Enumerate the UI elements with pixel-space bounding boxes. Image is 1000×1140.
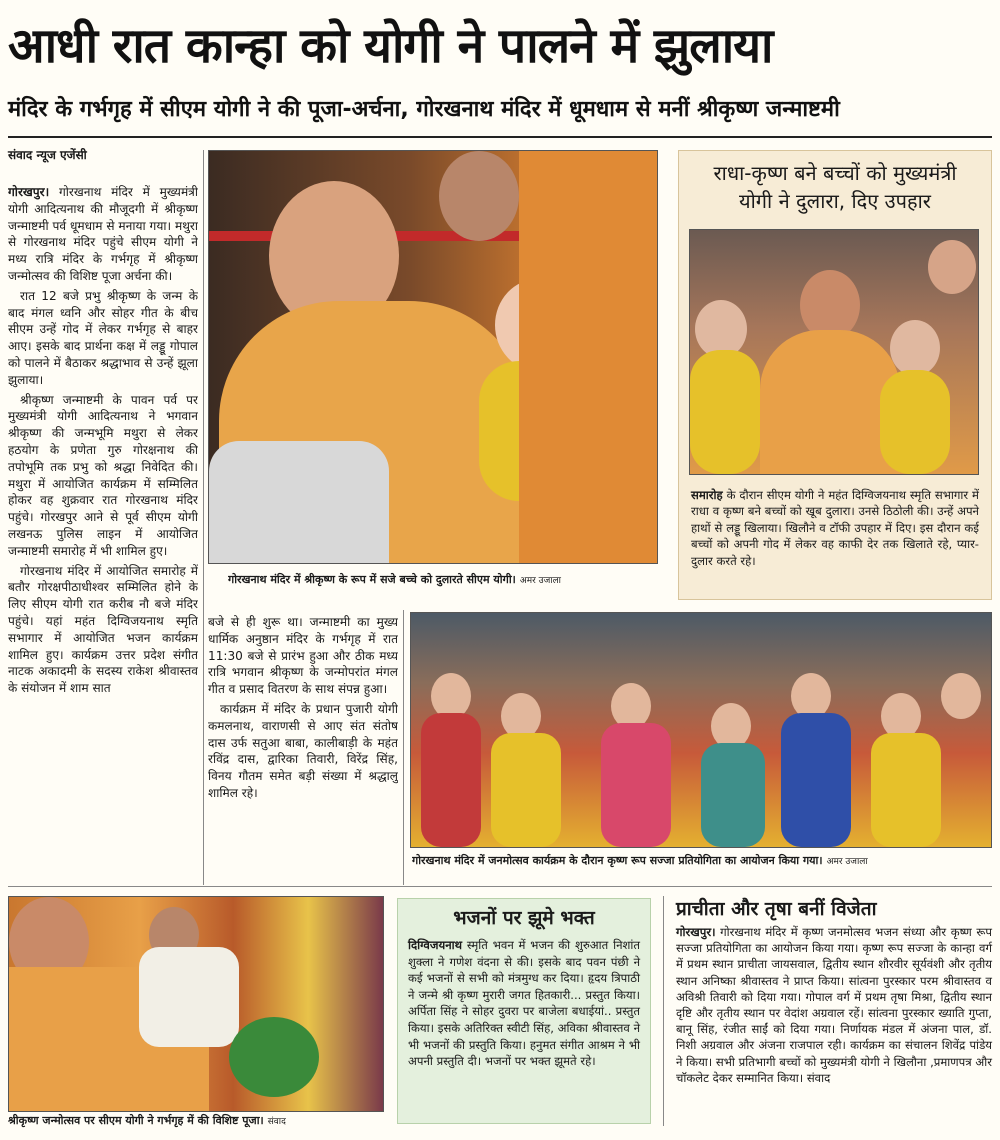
article-column-1 — [8, 184, 198, 884]
sidebox-radha-krishna — [678, 150, 992, 600]
col1-paragraph-1: गोरखनाथ मंदिर में मुख्यमंत्री योगी आदित्यनाथ की मौजूदगी में श्रीकृष्ण जन्माष्टमी पर्व धूमधाम से मनाया गया। मथुरा से गोरखनाथ मंदिर पहुंचे सीएम योगी ने मध्य रात्रि मंदिर के गर्भगृह में श्रीकृष्ण जन्मोत्सव की विशिष्ट पूजा अर्चना की। — [8, 185, 198, 283]
children-photo-caption: गोरखनाथ मंदिर में जनमोत्सव कार्यक्रम के दौरान कृष्ण रूप सज्जा प्रतियोगिता का आयोजन किया गया। अमर उजाला — [412, 854, 868, 867]
section-rule — [8, 886, 992, 887]
main-photo — [208, 150, 658, 564]
col2-paragraph-1: बजे से ही शुरू था। जन्माष्टमी का मुख्य धार्मिक अनुष्ठान मंदिर के गर्भगृह में रात 11:30 बजे से प्रारंभ हुआ और ठीक मध्य रात्रि भगवान श्रीकृष्ण के जन्मोपरांत मंगल गीत व प्रसाद वितरण के साथ संपन्न हुआ। — [208, 615, 398, 697]
column-divider-3 — [663, 896, 664, 1126]
col2-paragraph-2: कार्यक्रम में मंदिर के प्रधान पुजारी योगी कमलनाथ, वाराणसी से आए संत संतोष दास उर्फ सतुआ बाबा, कालीबाड़ी के महंत रविंद्र दास, द्वारिका तिवारी, विरेंद्र सिंह, विनय गौतम समेत बड़ी संख्या में श्रद्धालु शामिल रहे। — [208, 701, 398, 800]
subheadline: मंदिर के गर्भगृह में सीएम योगी ने की पूजा-अर्चना, गोरखनाथ मंदिर में धूमधाम से मनीं श्रीकृष्ण जन्माष्टमी — [8, 97, 840, 122]
byline: संवाद न्यूज एजेंसी — [8, 148, 87, 162]
article-column-2 — [208, 614, 398, 884]
header-rule — [8, 136, 992, 138]
sidebox-photo — [689, 229, 979, 475]
children-photo — [410, 612, 992, 848]
winners-text-block — [676, 924, 992, 1086]
winners-text: गोरखनाथ मंदिर में कृष्ण जनमोत्सव भजन संध्या और कृष्ण रूप सज्जा प्रतियोगिता का आयोजन किया गया। कृष्ण रूप सज्जा के कान्हा वर्ग में प्रथम स्थान प्राचीता जायसवाल, द्वितीय स्थान शौरवीर सूर्यवंशी और तृतीय स्थान अनिष्का श्रीवास्तव ने प्राप्त किया। सांत्वना पुरस्कार परम श्रीवास्तव व अविश्री तिवारी को दिया गया। गोपाल वर्ग में प्रथम तृषा मिश्रा, द्वितीय स्थान दृष्टि और तृतीय स्थान पर वेदांश अग्रवाल रहें। सांत्वना पुरस्कार ख्याति गुप्ता, बानू सिंह, रंजीत साईं को दिया गया। निर्णायक मंडल में अंजना पाल, डॉ. निशी अग्रवाल और अंजना राजपाल रही। कार्यक्रम का संचालन शिवेंद्र पांडेय ने किया। सभी प्रतिभागी बच्चों को मुख्यमंत्री योगी ने खिलौना ,प्रमाणपत्र और चॉकलेट देकर सम्मानित किया। — [676, 925, 992, 1085]
sidebox-text: के दौरान सीएम योगी ने महंत दिग्विजयनाथ स्मृति सभागार में राधा व कृष्ण बने बच्चों को खूब दुलारा। उनसे ठिठोली की। उन्हें अपने हाथों से लड्डू खिलाया। खिलौने व टॉफी उपहार में दिए। इस दौरान कई बच्चों को अपनी गोद में लेकर वह काफी देर तक खिलाते रहे, प्यार-दुलार करते रहे। — [691, 488, 979, 568]
bhajan-text-block — [408, 937, 640, 1070]
bhajan-text: स्मृति भवन में भजन की शुरुआत निशांत शुक्ला ने गणेश वंदना से की। इसके बाद पवन पंछी ने कई भजनों से सभी को मंत्रमुग्ध कर दिया। हृदय त्रिपाठी ने जन्मे श्री कृष्ण मुरारी जगत हितकारी... प्रस्तुत किया। अर्पिता सिंह ने सोहर दुवरा पर बाजेला बधाईयां.. प्रस्तुत किया। इसके अतिरिक्त स्वीटी सिंह, अविका श्रीवास्तव ने भी भजनों की प्रस्तुति किया। हनुमत संगीत आश्रम ने भी अपनी प्रस्तुति दी। भजनों पर भक्त झूमते रहे। — [408, 938, 641, 1069]
col1-paragraph-4: गोरखनाथ मंदिर में आयोजित समारोह में बतौर गोरक्षपीठाधीश्वर सम्मिलित होने के लिए सीएम योगी रात करीब नौ बजे मंदिर पहुंचे। यहां महंत दिग्विजयनाथ स्मृति सभागार में आयोजित भजन कार्यक्रम शामिल हुए। कार्यक्रम उत्तर प्रदेश संगीत नाटक अकादमी के सदस्य राकेश श्रीवास्तव के संयोजन में शाम सात — [8, 563, 198, 696]
column-divider-2 — [403, 610, 404, 885]
main-photo-source: अमर उजाला — [519, 576, 562, 586]
winners-title: प्राचीता और तृषा बनीं विजेता — [676, 898, 877, 920]
col1-paragraph-2: रात 12 बजे प्रभु श्रीकृष्ण के जन्म के बाद मंगल ध्वनि और सोहर गीत के बीच सीएम उन्हें गोद में लेकर गर्भगृह से बाहर आए। इसके बाद प्रार्थना कक्ष में लड्डू गोपाल को पालने में बैठाकर श्रद्धाभाव से उन्हें झूला झुलाया। — [8, 288, 198, 387]
bhajan-lead: दिग्विजयनाथ — [408, 938, 463, 952]
sidebox-title: राधा-कृष्ण बने बच्चों को मुख्यमंत्री योगी ने दुलारा, दिए उपहार — [713, 161, 957, 213]
sidebox-text-block — [691, 487, 979, 569]
winners-lead: गोरखपुर। — [676, 925, 716, 939]
bottom-photo-caption: श्रीकृष्ण जन्मोत्सव पर सीएम योगी ने गर्भगृह में की विशिष्ट पूजा। संवाद — [8, 1114, 286, 1127]
headline: आधी रात कान्हा को योगी ने पालने में झुलाया — [8, 18, 773, 74]
dateline: गोरखपुर। — [8, 185, 50, 199]
bhajan-title: भजनों पर झूमे भक्त — [453, 907, 595, 929]
bottom-photo-source: संवाद — [267, 1117, 286, 1127]
children-photo-source: अमर उजाला — [826, 857, 868, 867]
col1-paragraph-3: श्रीकृष्ण जन्माष्टमी के पावन पर्व पर मुख्यमंत्री योगी आदित्यनाथ ने भगवान श्रीकृष्ण की जन्मभूमि मथुरा से लेकर हठयोग के प्रणेता गुरु गोरक्षनाथ की तपोभूमि तक प्रभु को श्रद्धा निवेदित की। मथुरा में आयोजित कार्यक्रम में सम्मिलित होकर वह शुक्रवार रात गोरखनाथ मंदिर पहुंचे। गोरखपुर आने से पूर्व सीएम योगी लखनऊ पुलिस लाइन में आयोजित जन्माष्टमी समारोह में भी शामिल हुए। — [8, 392, 198, 558]
bhajan-box — [397, 898, 651, 1124]
winners-signoff: संवाद — [806, 1070, 831, 1085]
bottom-photo — [8, 896, 384, 1112]
sidebox-lead: समारोह — [691, 488, 723, 502]
main-photo-caption: गोरखनाथ मंदिर में श्रीकृष्ण के रूप में सजे बच्चे को दुलारते सीएम योगी। अमर उजाला — [228, 573, 562, 586]
column-divider — [203, 150, 204, 885]
